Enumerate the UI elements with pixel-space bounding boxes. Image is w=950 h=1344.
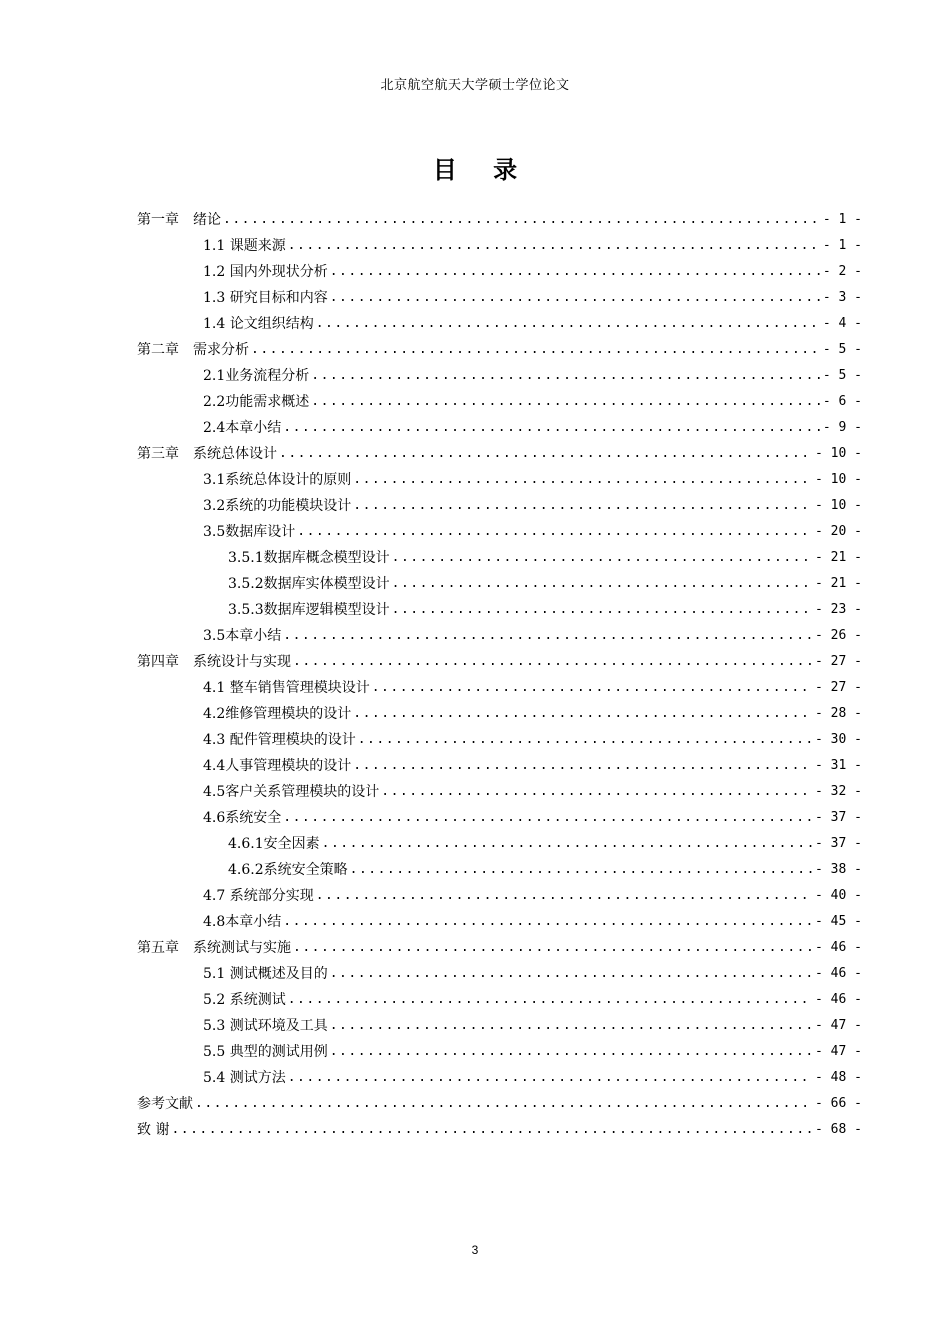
toc-dot-leader — [392, 576, 813, 591]
toc-dot-leader — [316, 316, 821, 331]
toc-entry-page: - 10 - — [815, 471, 862, 487]
toc-entry[interactable] — [137, 1090, 862, 1116]
toc-entry-label: 4.7 系统部分实现 — [203, 888, 314, 904]
toc-entry-label: 4.5客户关系管理模块的设计 — [203, 784, 380, 800]
toc-entry-page: - 6 - — [822, 393, 862, 409]
toc-dot-leader — [392, 550, 813, 565]
toc-dot-leader — [353, 472, 813, 487]
toc-entry[interactable] — [203, 960, 862, 986]
toc-entry-label: 3.5本章小结 — [203, 628, 282, 644]
toc-entry[interactable] — [203, 622, 862, 648]
toc-entry-label: 4.4人事管理模块的设计 — [203, 758, 352, 774]
toc-dot-leader — [293, 654, 813, 669]
toc-entry-label: 4.6.2系统安全策略 — [228, 862, 348, 878]
toc-dot-leader — [350, 862, 813, 877]
toc-dot-leader — [288, 1070, 813, 1085]
toc-entry-label: 第五章 系统测试与实施 — [137, 940, 291, 956]
toc-entry[interactable] — [137, 440, 862, 466]
toc-entry[interactable] — [203, 752, 862, 778]
toc-entry[interactable] — [203, 674, 862, 700]
toc-entry[interactable] — [203, 908, 862, 934]
toc-entry[interactable] — [137, 934, 862, 960]
toc-entry[interactable] — [203, 258, 862, 284]
toc-entry-label: 4.6系统安全 — [203, 810, 282, 826]
toc-entry-page: - 28 - — [815, 705, 862, 721]
toc-dot-leader — [283, 914, 813, 929]
toc-dot-leader — [353, 498, 813, 513]
toc-entry-label: 1.3 研究目标和内容 — [203, 290, 328, 306]
toc-entry-label: 4.6.1安全因素 — [228, 836, 320, 852]
toc-entry-label: 4.8本章小结 — [203, 914, 282, 930]
toc-dot-leader — [171, 1122, 813, 1137]
toc-entry-page: - 5 - — [822, 341, 862, 357]
toc-entry-label: 4.3 配件管理模块的设计 — [203, 732, 356, 748]
toc-entry-label: 第三章 系统总体设计 — [137, 446, 277, 462]
toc-dot-leader — [330, 264, 821, 279]
toc-dot-leader — [283, 628, 813, 643]
toc-entry-page: - 38 - — [815, 861, 862, 877]
toc-entry-page: - 46 - — [815, 939, 862, 955]
toc-entry-page: - 47 - — [815, 1043, 862, 1059]
toc-entry[interactable] — [203, 232, 862, 258]
toc-entry-page: - 9 - — [822, 419, 862, 435]
toc-entry[interactable] — [203, 1012, 862, 1038]
toc-entry-page: - 26 - — [815, 627, 862, 643]
toc-dot-leader — [381, 784, 813, 799]
toc-entry[interactable] — [203, 466, 862, 492]
toc-entry-page: - 46 - — [815, 991, 862, 1007]
toc-entry-page: - 4 - — [822, 315, 862, 331]
toc-entry-page: - 68 - — [815, 1121, 862, 1137]
toc-dot-leader — [297, 524, 813, 539]
toc-entry-label: 2.1业务流程分析 — [203, 368, 310, 384]
toc-entry-page: - 27 - — [815, 653, 862, 669]
toc-entry-label: 第一章 绪论 — [137, 212, 221, 228]
toc-dot-leader — [195, 1096, 813, 1111]
toc-entry[interactable] — [137, 206, 862, 232]
toc-entry[interactable] — [203, 362, 862, 388]
toc-dot-leader — [330, 966, 813, 981]
toc-entry-label: 1.1 课题来源 — [203, 238, 286, 254]
toc-dot-leader — [288, 992, 813, 1007]
toc-entry-page: - 5 - — [822, 367, 862, 383]
toc-entry-label: 3.1系统总体设计的原则 — [203, 472, 352, 488]
toc-dot-leader — [330, 290, 821, 305]
toc-entry[interactable] — [203, 492, 862, 518]
toc-dot-leader — [283, 810, 813, 825]
toc-entry-page: - 20 - — [815, 523, 862, 539]
toc-dot-leader — [316, 888, 813, 903]
toc-entry[interactable] — [228, 830, 862, 856]
toc-entry-label: 5.4 测试方法 — [203, 1070, 286, 1086]
toc-entry[interactable] — [203, 284, 862, 310]
toc-entry-label: 第二章 需求分析 — [137, 342, 249, 358]
toc-entry-label: 5.5 典型的测试用例 — [203, 1044, 328, 1060]
toc-entry[interactable] — [203, 518, 862, 544]
toc-entry-page: - 2 - — [822, 263, 862, 279]
toc-entry-page: - 27 - — [815, 679, 862, 695]
toc-entry-page: - 66 - — [815, 1095, 862, 1111]
toc-dot-leader — [372, 680, 813, 695]
toc-entry-page: - 47 - — [815, 1017, 862, 1033]
toc-entry-page: - 3 - — [822, 289, 862, 305]
toc-entry-page: - 21 - — [815, 549, 862, 565]
toc-entry-label: 5.3 测试环境及工具 — [203, 1018, 328, 1034]
toc-entry-page: - 46 - — [815, 965, 862, 981]
toc-entry-label: 参考文献 — [137, 1096, 193, 1112]
toc-entry-page: - 48 - — [815, 1069, 862, 1085]
toc-dot-leader — [311, 368, 821, 383]
toc-dot-leader — [353, 706, 813, 721]
toc-entry[interactable] — [137, 1116, 862, 1142]
toc-entry-page: - 10 - — [815, 445, 862, 461]
toc-entry-label: 3.5.1数据库概念模型设计 — [228, 550, 390, 566]
toc-entry-label: 5.2 系统测试 — [203, 992, 286, 1008]
toc-entry-page: - 10 - — [815, 497, 862, 513]
toc-dot-leader — [353, 758, 813, 773]
toc-entry-label: 3.5数据库设计 — [203, 524, 296, 540]
toc-entry-label: 致 谢 — [137, 1122, 170, 1138]
page-number: 3 — [471, 1243, 479, 1257]
toc-dot-leader — [358, 732, 813, 747]
toc-entry-label: 5.1 测试概述及目的 — [203, 966, 328, 982]
toc-entry-label: 4.2维修管理模块的设计 — [203, 706, 352, 722]
toc-dot-leader — [322, 836, 813, 851]
toc-entry-label: 3.5.2数据库实体模型设计 — [228, 576, 390, 592]
toc-entry-label: 2.4本章小结 — [203, 420, 282, 436]
toc-entry[interactable] — [203, 882, 862, 908]
toc-entry-page: - 45 - — [815, 913, 862, 929]
toc-entry-page: - 21 - — [815, 575, 862, 591]
toc-entry[interactable] — [203, 986, 862, 1012]
toc-entry-page: - 32 - — [815, 783, 862, 799]
toc-dot-leader — [330, 1018, 813, 1033]
toc-dot-leader — [311, 394, 821, 409]
toc-entry[interactable] — [203, 1064, 862, 1090]
toc-entry-label: 1.2 国内外现状分析 — [203, 264, 328, 280]
toc-entry[interactable] — [228, 544, 862, 570]
toc-dot-leader — [251, 342, 821, 357]
toc-entry-label: 1.4 论文组织结构 — [203, 316, 314, 332]
toc-dot-leader — [283, 420, 821, 435]
toc-entry[interactable] — [203, 726, 862, 752]
toc-entry[interactable] — [228, 856, 862, 882]
toc-entry-page: - 30 - — [815, 731, 862, 747]
toc-entry-label: 第四章 系统设计与实现 — [137, 654, 291, 670]
toc-entry-label: 4.1 整车销售管理模块设计 — [203, 680, 370, 696]
toc-entry[interactable] — [203, 804, 862, 830]
toc-entry-page: - 37 - — [815, 809, 862, 825]
toc-entry[interactable] — [203, 778, 862, 804]
toc-dot-leader — [392, 602, 813, 617]
toc-entry-page: - 37 - — [815, 835, 862, 851]
toc-entry[interactable] — [203, 388, 862, 414]
toc-dot-leader — [288, 238, 821, 253]
toc-entry[interactable] — [228, 596, 862, 622]
toc-dot-leader — [330, 1044, 813, 1059]
toc-dot-leader — [279, 446, 813, 461]
toc-entry[interactable] — [203, 414, 862, 440]
toc-entry[interactable] — [203, 310, 862, 336]
toc-entry-label: 3.2系统的功能模块设计 — [203, 498, 352, 514]
toc-entry[interactable] — [203, 1038, 862, 1064]
toc-entry[interactable] — [137, 336, 862, 362]
toc-entry-label: 3.5.3数据库逻辑模型设计 — [228, 602, 390, 618]
toc-entry-page: - 1 - — [822, 237, 862, 253]
toc-entry-page: - 40 - — [815, 887, 862, 903]
running-header: 北京航空航天大学硕士学位论文 — [380, 78, 570, 93]
toc-entry-page: - 23 - — [815, 601, 862, 617]
toc-entry-label: 2.2功能需求概述 — [203, 394, 310, 410]
toc-entry[interactable] — [228, 570, 862, 596]
toc-title: 目 录 — [432, 156, 532, 184]
toc-entry-page: - 1 - — [822, 211, 862, 227]
toc-entry[interactable] — [203, 700, 862, 726]
toc-dot-leader — [223, 212, 821, 227]
toc-dot-leader — [293, 940, 813, 955]
toc-entry[interactable] — [137, 648, 862, 674]
toc-entry-page: - 31 - — [815, 757, 862, 773]
